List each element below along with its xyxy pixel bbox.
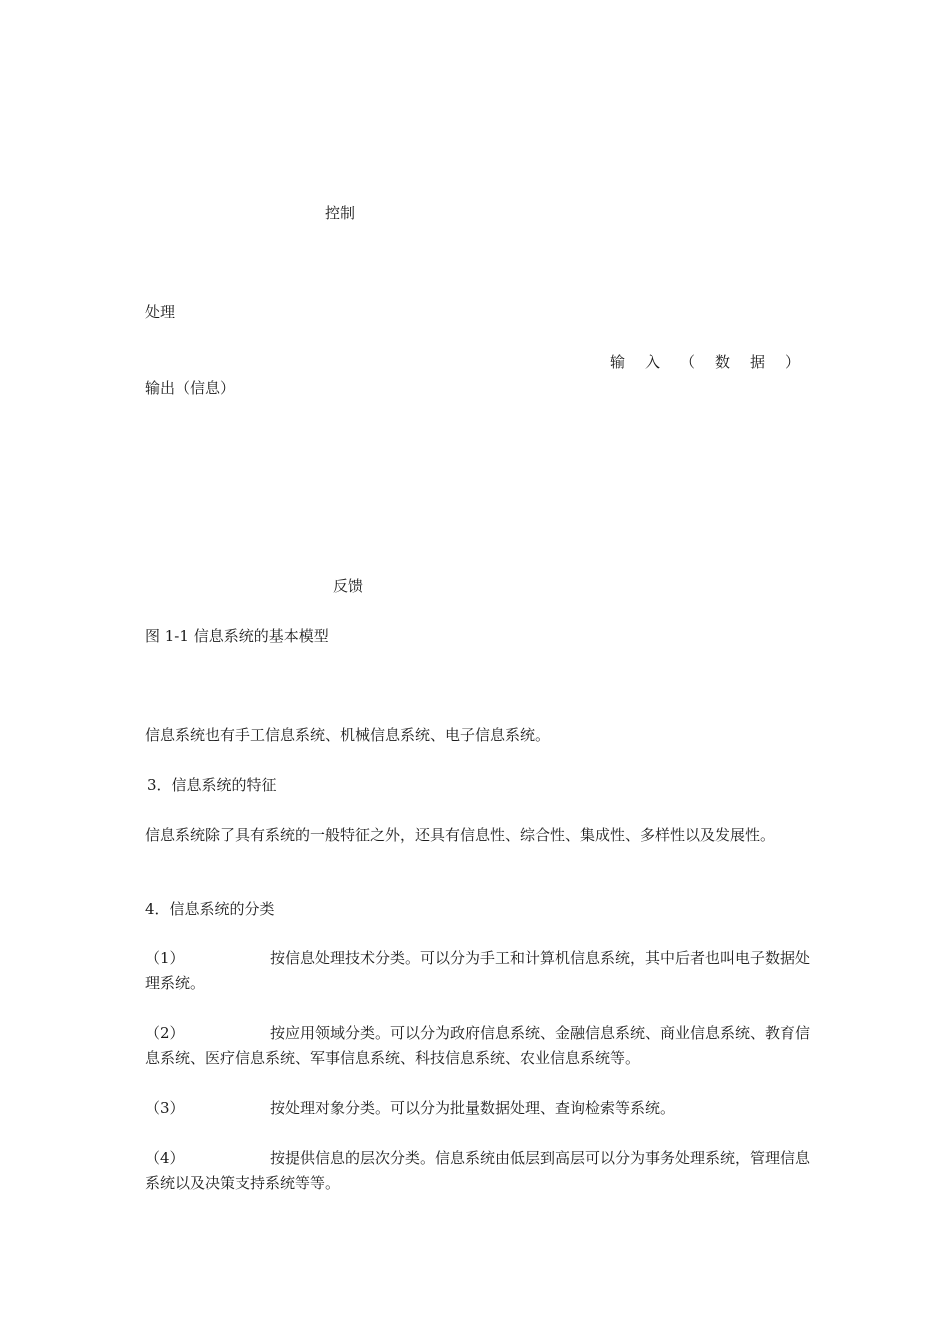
list-item xyxy=(145,946,817,996)
list-item-label: （4） xyxy=(145,1149,185,1167)
figure-caption: 图 1-1 信息系统的基本模型 xyxy=(145,627,329,645)
list-item-label: （2） xyxy=(145,1024,185,1042)
list-item-label: （3） xyxy=(145,1099,185,1117)
list-item-text: 按提供信息的层次分类。信息系统由低层到高层可以分为事务处理系统，管理信息系统以及决策支持系统等等。 xyxy=(145,1149,811,1192)
list-item-text: 按处理对象分类。可以分为批量数据处理、查询检索等系统。 xyxy=(270,1099,676,1117)
list-item xyxy=(145,1146,817,1196)
diagram-label-control: 控制 xyxy=(325,204,356,222)
list-item-text: 按应用领域分类。可以分为政府信息系统、金融信息系统、商业信息系统、教育信息系统、医疗信息系统、军事信息系统、科技信息系统、农业信息系统等。 xyxy=(145,1024,811,1067)
list-item-label: （1） xyxy=(145,949,185,967)
diagram-label-output: 输出（信息） xyxy=(145,379,236,397)
section-heading-4: 4．信息系统的分类 xyxy=(145,900,275,918)
list-item xyxy=(145,1021,817,1071)
section-heading-3: 3．信息系统的特征 xyxy=(147,776,277,794)
paragraph-system-types: 信息系统也有手工信息系统、机械信息系统、电子信息系统。 xyxy=(145,726,551,744)
list-item-text: 按信息处理技术分类。可以分为手工和计算机信息系统，其中后者也叫电子数据处理系统。 xyxy=(145,949,811,992)
diagram-label-process: 处理 xyxy=(145,303,176,321)
diagram-label-feedback: 反馈 xyxy=(333,577,364,595)
paragraph-features: 信息系统除了具有系统的一般特征之外，还具有信息性、综合性、集成性、多样性以及发展性。 xyxy=(145,826,776,844)
list-item xyxy=(145,1096,817,1121)
diagram-label-input: 输入（数据） xyxy=(610,353,821,371)
